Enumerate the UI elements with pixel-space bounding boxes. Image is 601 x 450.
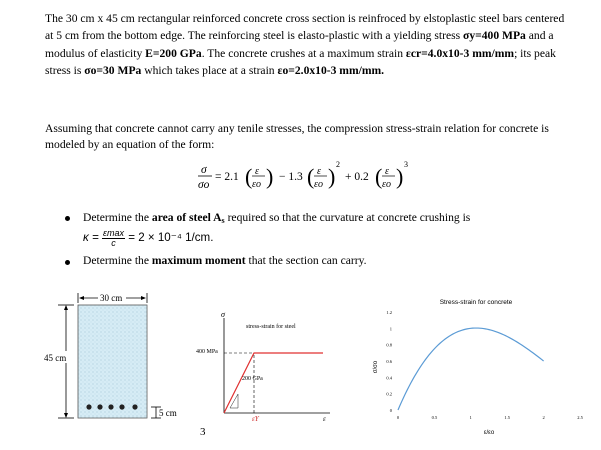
- eq-term2-den: εo: [314, 179, 323, 190]
- y-tick-label: 1.2: [386, 310, 392, 315]
- svg-text:): ): [328, 164, 336, 189]
- eq-lhs-num: σ: [201, 164, 207, 176]
- svg-text:): ): [396, 164, 404, 189]
- steel-title: stress-strain for steel: [246, 324, 296, 330]
- y-tick-label: 1: [389, 326, 392, 332]
- x-tick-label: 0: [396, 415, 400, 420]
- x-tick-label: 2.5: [577, 415, 583, 420]
- eq-term2-num: ε: [317, 166, 321, 177]
- svg-text:(: (: [307, 164, 315, 189]
- eq-term3-num: ε: [385, 166, 389, 177]
- eq-term1-den: εo: [252, 179, 261, 190]
- task-item-max-moment: Determine the maximum moment that the section can carry.: [62, 254, 582, 267]
- eq-term2-coef: − 1.3: [279, 171, 303, 183]
- height-label: 45 cm: [44, 353, 67, 363]
- eq-lhs-den: σo: [198, 179, 210, 191]
- eq-term3-coef: + 0.2: [345, 171, 369, 183]
- steel-curve: [224, 353, 323, 413]
- x-tick-label: 0.5: [431, 415, 438, 420]
- eq-exp3: 3: [404, 160, 408, 169]
- y-tick-label: 0.2: [386, 391, 392, 397]
- svg-text:(: (: [245, 164, 253, 189]
- eq-term1-num: ε: [255, 166, 259, 177]
- slope-label: 200 GPa: [242, 376, 263, 382]
- y-tick-label: 0: [389, 408, 392, 413]
- x-tick-label: 1.5: [504, 415, 511, 420]
- chart-ylabel: σ/σo: [373, 360, 379, 374]
- svg-text:(: (: [375, 164, 383, 189]
- y-tick-label: 0.6: [386, 359, 392, 364]
- eq-exp2: 2: [336, 160, 340, 169]
- eq-term3-den: εo: [382, 179, 391, 190]
- x-tick-label: 1: [469, 415, 472, 420]
- y-tick-label: 0.8: [386, 342, 392, 348]
- concrete-curve: [398, 328, 544, 410]
- eq-term1-coef: = 2.1: [215, 171, 239, 183]
- assumption-paragraph: Assuming that concrete cannot carry any tenile stresses, the compression stress-strain relation for concrete is modeled by an equation of the form:: [45, 122, 549, 151]
- task-item-steel-area: Determine the area of steel As required so that the curvature at concrete crushing is κ = εmax c = 2 × 10⁻⁴ 1/cm.: [62, 210, 582, 248]
- width-label: 30 cm: [100, 293, 123, 303]
- task-list: [62, 210, 582, 267]
- chart-xlabel: ε/εo: [483, 430, 495, 436]
- steel-eps-label: ε: [323, 415, 326, 423]
- steel-sigma-label: σ: [221, 310, 225, 319]
- chart-title: Stress-strain for concrete: [439, 299, 513, 306]
- stress-strain-equation: [195, 157, 435, 199]
- steel-stress-strain-diagram: [190, 300, 365, 450]
- svg-text:): ): [266, 164, 274, 189]
- cross-section-diagram: [40, 287, 190, 437]
- y-tick-label: 0.4: [386, 375, 392, 381]
- x-tick-label: 2: [542, 415, 545, 420]
- cover-label: 5 cm: [159, 408, 177, 418]
- yield-label: 400 MPa: [196, 349, 218, 355]
- figure-number: 3: [200, 426, 206, 438]
- steel-eps-y-label: εY: [252, 415, 259, 423]
- intro-paragraph: The 30 cm x 45 cm rectangular reinforced concrete cross section is reinfroced by elstoplastic steel bars centered at 5 cm from the bottom edge. The reinforcing steel is elasto-plastic with a yielding stress σy=400 MPa and a modulus of elasticity E=200 GPa. The concrete crushes at a maximum strain εcr=4.0x10-3 mm/mm; its peak stress is σo=30 MPa which takes place at a strain εo=2.0x10-3 mm/mm.: [45, 12, 565, 77]
- concrete-stress-strain-chart: [368, 292, 583, 442]
